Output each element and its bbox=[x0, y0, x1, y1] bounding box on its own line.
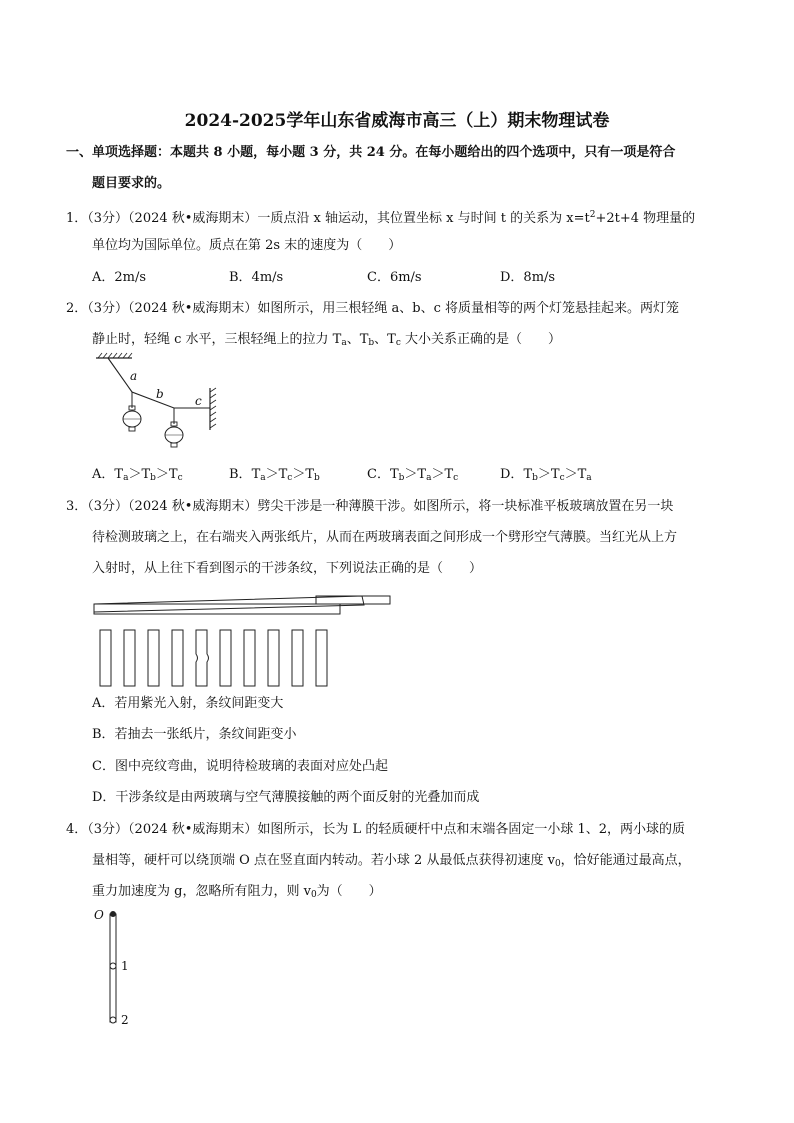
q4-stem-text-3-end: 为（ ） bbox=[316, 884, 382, 899]
q2-option-a: A．$T_a>T_b>T_c$ bbox=[92, 467, 183, 483]
ball-label-2: 2 bbox=[121, 1013, 129, 1027]
q3-wedge-figure bbox=[92, 592, 392, 688]
q2-option-d-gt2: ＞ bbox=[564, 467, 578, 482]
q4-stem-text-end: ，恰好能通过最高点， bbox=[560, 853, 691, 868]
q4-stem-line3 bbox=[92, 882, 382, 905]
q3-option-c: C．图中亮纹弯曲，说明待检玻璃的表面对应处凸起 bbox=[92, 759, 388, 774]
q2-option-c-letter: C． bbox=[367, 467, 390, 482]
q2-option-d: D．$T_b>T_c>T_a$ bbox=[500, 467, 592, 483]
q2-stem-text: 静止时，轻绳 c 水平，三根轻绳上的拉力 T bbox=[92, 332, 342, 347]
q2-option-b-sub2: c bbox=[287, 473, 293, 483]
section-heading-line2: 题目要求的。 bbox=[92, 176, 171, 191]
sub-b: b bbox=[368, 338, 375, 348]
ball-label-1: 1 bbox=[121, 959, 129, 973]
q2-stem-line2 bbox=[92, 330, 561, 353]
q4-stem-line2 bbox=[92, 851, 691, 874]
q1-stem-line1 bbox=[66, 205, 695, 229]
q2-option-d-sub1: b bbox=[532, 473, 538, 483]
q1-stem-text-end: +2t+4 物理量的 bbox=[595, 211, 696, 226]
q2-option-c-sub2: a bbox=[426, 473, 432, 483]
q2-option-a-sub1: a bbox=[123, 473, 129, 483]
q2-option-c: C．$T_b>T_a>T_c$ bbox=[367, 467, 459, 483]
rope-label-a: a bbox=[130, 369, 138, 383]
q2-option-a-letter: A． bbox=[92, 467, 115, 482]
q2-option-a-gt2: ＞ bbox=[155, 467, 169, 482]
q4-stem-line1: 4．（3分）（2024 秋•威海期末）如图所示，长为 L 的轻质硬杆中点和末端各固定一小球 1、2，两小球的质 bbox=[66, 822, 685, 837]
q2-option-b-sub1: a bbox=[260, 473, 266, 483]
q1-option-a: A．2m/s bbox=[92, 270, 147, 285]
q2-option-b-gt2: ＞ bbox=[292, 467, 306, 482]
q4-sub-0: 0 bbox=[554, 859, 561, 869]
q2-option-d-sub2: c bbox=[559, 473, 565, 483]
q2-stem-line1: 2．（3分）（2024 秋•威海期末）如图所示，用三根轻绳 a、b、c 将质量相等的两个灯笼悬挂起来。两灯笼 bbox=[66, 301, 680, 316]
q2-option-d-gt1: ＞ bbox=[537, 467, 551, 482]
q2-stem-text-end: 大小关系正确的是（ ） bbox=[400, 332, 562, 347]
q2-option-c-sub1: b bbox=[398, 473, 405, 483]
q1-superscript: 2 bbox=[589, 210, 596, 220]
q1-stem-line2: 单位均为国际单位。质点在第 2s 末的速度为（ ） bbox=[92, 238, 402, 253]
q2-option-c-sub3: c bbox=[453, 473, 459, 483]
q2-option-b-letter: B． bbox=[229, 467, 252, 482]
rope-label-b: b bbox=[156, 387, 164, 401]
sub-a: a bbox=[341, 338, 347, 348]
q2-option-b: B．$T_a>T_c>T_b$ bbox=[229, 467, 320, 483]
q1-option-d: D．8m/s bbox=[500, 270, 556, 285]
q2-option-c-gt1: ＞ bbox=[404, 467, 418, 482]
q2-option-d-letter: D． bbox=[500, 467, 524, 482]
q2-option-a-sub3: c bbox=[177, 473, 183, 483]
q2-option-a-sub2: b bbox=[150, 473, 156, 483]
pivot-label-o: O bbox=[94, 908, 104, 922]
q3-option-d: D．干涉条纹是由两玻璃与空气薄膜接触的两个面反射的光叠加而成 bbox=[92, 790, 480, 805]
q2-option-d-sub3: a bbox=[586, 473, 592, 483]
q2-stem-sep1: 、T bbox=[346, 332, 369, 347]
q3-stem-line2: 待检测玻璃之上，在右端夹入两张纸片，从而在两玻璃表面之间形成一个劈形空气薄膜。当红光从上方 bbox=[92, 530, 678, 545]
q4-sub-0b: 0 bbox=[310, 890, 317, 900]
page-title: 2024-2025学年山东省威海市高三（上）期末物理试卷 bbox=[184, 111, 610, 131]
q4-rod-figure bbox=[92, 906, 152, 1030]
q1-stem-text: 1．（3分）（2024 秋•威海期末）一质点沿 x 轴运动，其位置坐标 x 与时间 t 的关系为 x=t bbox=[66, 211, 590, 226]
q3-stem-line1: 3．（3分）（2024 秋•威海期末）劈尖干涉是一种薄膜干涉。如图所示，将一块标准平板玻璃放置在另一块 bbox=[66, 499, 674, 514]
q2-lantern-figure bbox=[92, 352, 232, 452]
rope-label-c: c bbox=[195, 394, 202, 408]
q2-option-b-sub3: b bbox=[314, 473, 320, 483]
section-heading-line1: 一、单项选择题：本题共 8 小题，每小题 3 分，共 24 分。在每小题给出的四个选项中，只有一项是符合 bbox=[66, 145, 676, 160]
q2-stem-sep2: 、T bbox=[374, 332, 396, 347]
q4-stem-text-3: 重力加速度为 g，忽略所有阻力，则 v bbox=[92, 884, 311, 899]
q2-option-b-gt1: ＞ bbox=[265, 467, 279, 482]
q3-option-a: A．若用紫光入射，条纹间距变大 bbox=[92, 696, 284, 711]
q2-option-c-gt2: ＞ bbox=[431, 467, 445, 482]
q3-stem-line3: 入射时，从上往下看到图示的干涉条纹，下列说法正确的是（ ） bbox=[92, 561, 483, 576]
sub-c: c bbox=[395, 338, 401, 348]
q1-option-b: B．4m/s bbox=[229, 270, 284, 285]
q2-option-a-gt1: ＞ bbox=[128, 467, 142, 482]
q3-option-b: B．若抽去一张纸片，条纹间距变小 bbox=[92, 727, 297, 742]
q4-stem-text: 量相等，硬杆可以绕顶端 O 点在竖直面内转动。若小球 2 从最低点获得初速度 v bbox=[92, 853, 555, 868]
q1-option-c: C．6m/s bbox=[367, 270, 422, 285]
